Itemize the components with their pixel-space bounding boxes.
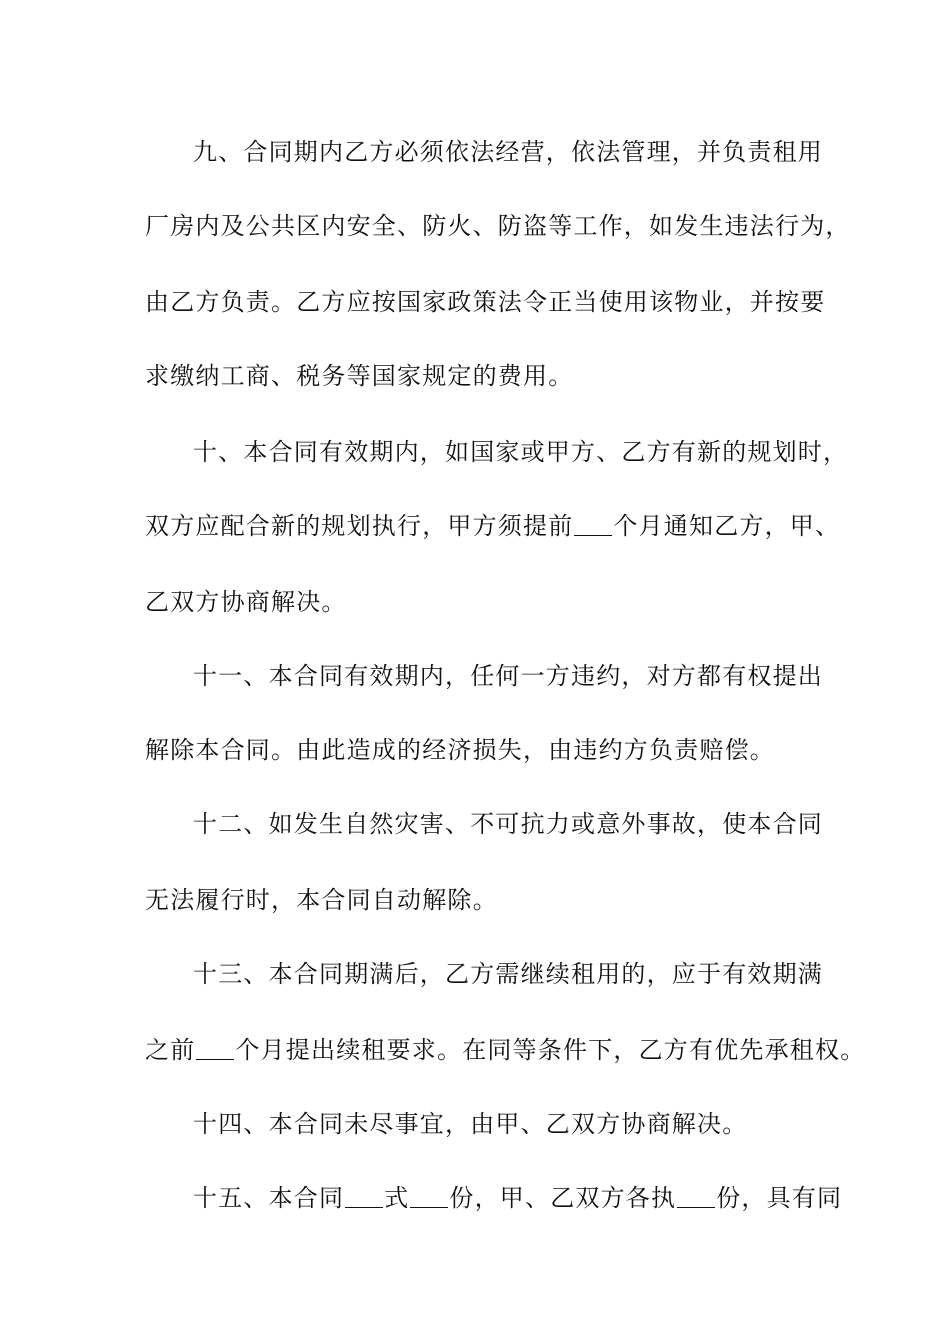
clause-15-line-1	[193, 1178, 843, 1218]
clause-13-line-1: 十三、本合同期满后，乙方需继续租用的，应于有效期满	[193, 960, 823, 988]
clause-10-line-3: 乙双方协商解决。	[145, 588, 347, 616]
clause-10-line-1: 十、本合同有效期内，如国家或甲方、乙方有新的规划时，	[193, 438, 849, 466]
clause-9-line-3: 由乙方负责。乙方应按国家政策法令正当使用该物业，并按要	[145, 288, 826, 316]
clause-15-text-d: 份，具有同	[716, 1184, 843, 1212]
clause-15-text-c: 份，甲、乙双方各执	[449, 1184, 677, 1212]
clause-13-line-2-text-b: 个月提出续租要求。在同等条件下，乙方有优先承租权。	[235, 1036, 866, 1064]
clause-10-line-2-text-a: 双方应配合新的规划执行，甲方须提前	[145, 512, 574, 540]
clause-10-line-2-text-b: 个月通知乙方，甲、	[613, 512, 841, 540]
clause-9-line-4: 求缴纳工商、税务等国家规定的费用。	[145, 362, 574, 390]
clause-10-line-2	[145, 506, 841, 546]
fill-in-blank	[196, 1037, 234, 1060]
clause-9-line-2: 厂房内及公共区内安全、防火、防盗等工作，如发生违法行为，	[145, 212, 851, 240]
clause-14-line-1: 十四、本合同未尽事宜，由甲、乙双方协商解决。	[193, 1110, 748, 1138]
clause-9-line-1: 九、合同期内乙方必须依法经营，依法管理，并负责租用	[193, 138, 823, 166]
fill-in-blank	[574, 513, 612, 536]
clause-11-line-1: 十一、本合同有效期内，任何一方违约，对方都有权提出	[193, 662, 823, 690]
fill-in-blank	[345, 1185, 383, 1208]
clause-11-line-2: 解除本合同。由此造成的经济损失，由违约方负责赔偿。	[145, 736, 775, 764]
clause-15-text-a: 十五、本合同	[193, 1184, 345, 1212]
fill-in-blank	[410, 1185, 448, 1208]
fill-in-blank	[677, 1185, 715, 1208]
clause-12-line-2: 无法履行时，本合同自动解除。	[145, 886, 498, 914]
clause-15-text-b: 式	[384, 1184, 410, 1212]
clause-12-line-1: 十二、如发生自然灾害、不可抗力或意外事故，使本合同	[193, 810, 823, 838]
clause-13-line-2-text-a: 之前	[145, 1036, 196, 1064]
clause-13-line-2	[145, 1030, 866, 1070]
